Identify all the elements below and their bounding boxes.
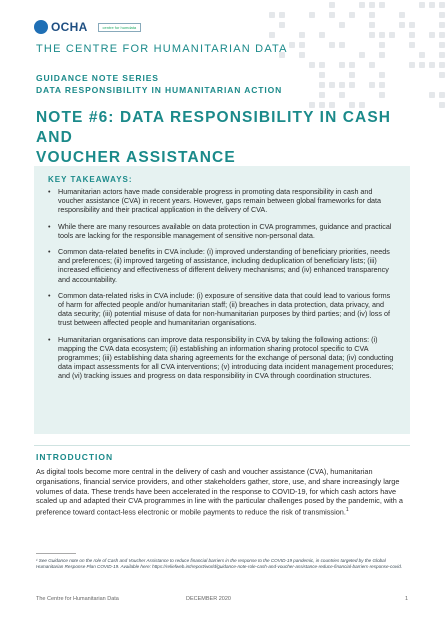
footer-organisation: The Centre for Humanitarian Data [36,596,119,602]
map-dot [279,22,285,28]
map-dot [369,62,375,68]
section-divider [34,445,410,446]
introduction-paragraph [36,467,408,517]
map-dot [419,62,425,68]
map-dot [429,62,435,68]
map-dot [309,62,315,68]
key-takeaways-box [34,166,410,434]
map-dot [349,72,355,78]
map-dot [309,12,315,18]
map-dot [379,42,385,48]
map-dot [349,62,355,68]
map-dot [409,32,415,38]
map-dot [379,52,385,58]
map-dot [329,82,335,88]
series-subtitle: DATA RESPONSIBILITY IN HUMANITARIAN ACTION [36,85,283,95]
map-dot [439,42,445,48]
list-item: • Common data-related benefits in CVA include: (i) improved understanding of beneficiary priorities, needs and preferences; (ii) improved targeting of assistance, including deduplication of beneficiary lists; (iii) increased efficiency and effectiveness of different delivery mechanisms; and (iv) enhanced transparency and accountability. [48,247,394,284]
map-dot [419,2,425,8]
map-dot [319,92,325,98]
map-dot [439,62,445,68]
map-dot [349,82,355,88]
ocha-logo [34,20,141,34]
map-dot [379,2,385,8]
map-dot [409,22,415,28]
map-dot [439,12,445,18]
map-dot [339,82,345,88]
map-dot [369,82,375,88]
footer-date: DECEMBER 2020 [186,596,231,602]
map-dot [339,92,345,98]
map-dot [359,2,365,8]
introduction-heading: INTRODUCTION [36,452,114,462]
introduction-text: As digital tools become more central in the delivery of cash and voucher assistance (CVA), humanitarian organisations, financial service providers, and other stakeholders gather, store, use, and share increasingly large volumes of data. These trends have been accelerated in the response to COVID-19, for which cash actors have scaled up and adapted their CVA programmes in line with the particular challenges posed by the pandemic, with a preference toward contact-less electronic or mobile payments to reduce the risk of transmission. [36,467,403,517]
logo-text: OCHA [51,20,88,34]
map-dot [269,12,275,18]
map-dot [399,12,405,18]
map-dot [429,92,435,98]
map-dot [339,42,345,48]
map-dot [439,92,445,98]
map-dot [339,22,345,28]
map-dot [299,42,305,48]
map-dot [409,42,415,48]
list-item: • Humanitarian organisations can improve data responsibility in CVA by taking the following actions: (i) mapping the CVA data ecosystem; (ii) establishing an information sharing protocol specific to CVA programmes; (iii) establishing data sharing agreements for the exchange of personal data; (iv) conducting data impact assessments for all CVA interventions; (v) introducing data incident management procedures; and (vi) tracking issues and progress on data responsibility in CVA through coordination structures. [48,335,394,381]
footnote: ¹ See Guidance note on the role of Cash and Voucher Assistance to reduce financial barriers in the response to the COVID-19 pandemic, in countries targeted by the Global Humanitarian Response Plan COVID-19. Available here: https://reliefweb.int/report/world/guidance-note-role-cash-and-voucher-assistance-reduce-financial-barriers-response-covid. [36,558,403,570]
list-item: • Common data-related risks in CVA include: (i) exposure of sensitive data that could lead to various forms of harm for affected people and/or humanitarian staff; (ii) breaches in data protection, data privacy, and data security; (iii) potential misuse of data for non-humanitarian purposes by third parties; and (iv) loss of trust between affected people and humanitarian organisations. [48,291,394,328]
footnote-divider [36,553,76,554]
map-dot [439,72,445,78]
map-dot [369,32,375,38]
map-dot [369,12,375,18]
map-dot [279,12,285,18]
map-dot [429,2,435,8]
world-map-dots-decoration [265,0,445,110]
un-globe-icon [34,20,48,34]
map-dot [409,62,415,68]
key-takeaways-heading: KEY TAKEAWAYS: [48,175,133,184]
key-takeaways-list [48,187,394,388]
title-line-1: NOTE #6: DATA RESPONSIBILITY IN CASH AND [36,109,392,146]
list-item: • While there are many resources available on data protection in CVA programmes, guidance and practical tools are lacking for the responsible management of sensitive non-personal data. [48,222,394,240]
map-dot [369,22,375,28]
map-dot [399,22,405,28]
map-dot [349,12,355,18]
title-line-2: VOUCHER ASSISTANCE [36,149,236,166]
map-dot [299,52,305,58]
map-dot [289,42,295,48]
map-dot [379,32,385,38]
map-dot [329,2,335,8]
map-dot [379,72,385,78]
map-dot [379,92,385,98]
map-dot [269,32,275,38]
map-dot [369,2,375,8]
centre-title: THE CENTRE FOR HUMANITARIAN DATA [36,43,288,55]
list-item: • Humanitarian actors have made considerable progress in promoting data responsibility in cash and voucher assistance (CVA) in recent years. However, gaps remain between global frameworks for data responsibility and their practical application in the delivery of CVA. [48,187,394,215]
map-dot [329,12,335,18]
map-dot [329,42,335,48]
map-dot [439,102,445,108]
map-dot [429,32,435,38]
map-dot [319,72,325,78]
map-dot [389,32,395,38]
map-dot [319,82,325,88]
map-dot [379,82,385,88]
footnote-marker[interactable]: 1 [345,507,349,514]
map-dot [299,32,305,38]
humdata-badge: centre for humdata [98,23,142,32]
map-dot [319,32,325,38]
map-dot [359,52,365,58]
map-dot [439,32,445,38]
map-dot [439,52,445,58]
document-title [36,108,416,168]
map-dot [439,22,445,28]
map-dot [419,52,425,58]
map-dot [339,62,345,68]
map-dot [439,2,445,8]
page-number: 1 [404,596,408,602]
series-name: GUIDANCE NOTE SERIES [36,73,159,83]
map-dot [319,62,325,68]
